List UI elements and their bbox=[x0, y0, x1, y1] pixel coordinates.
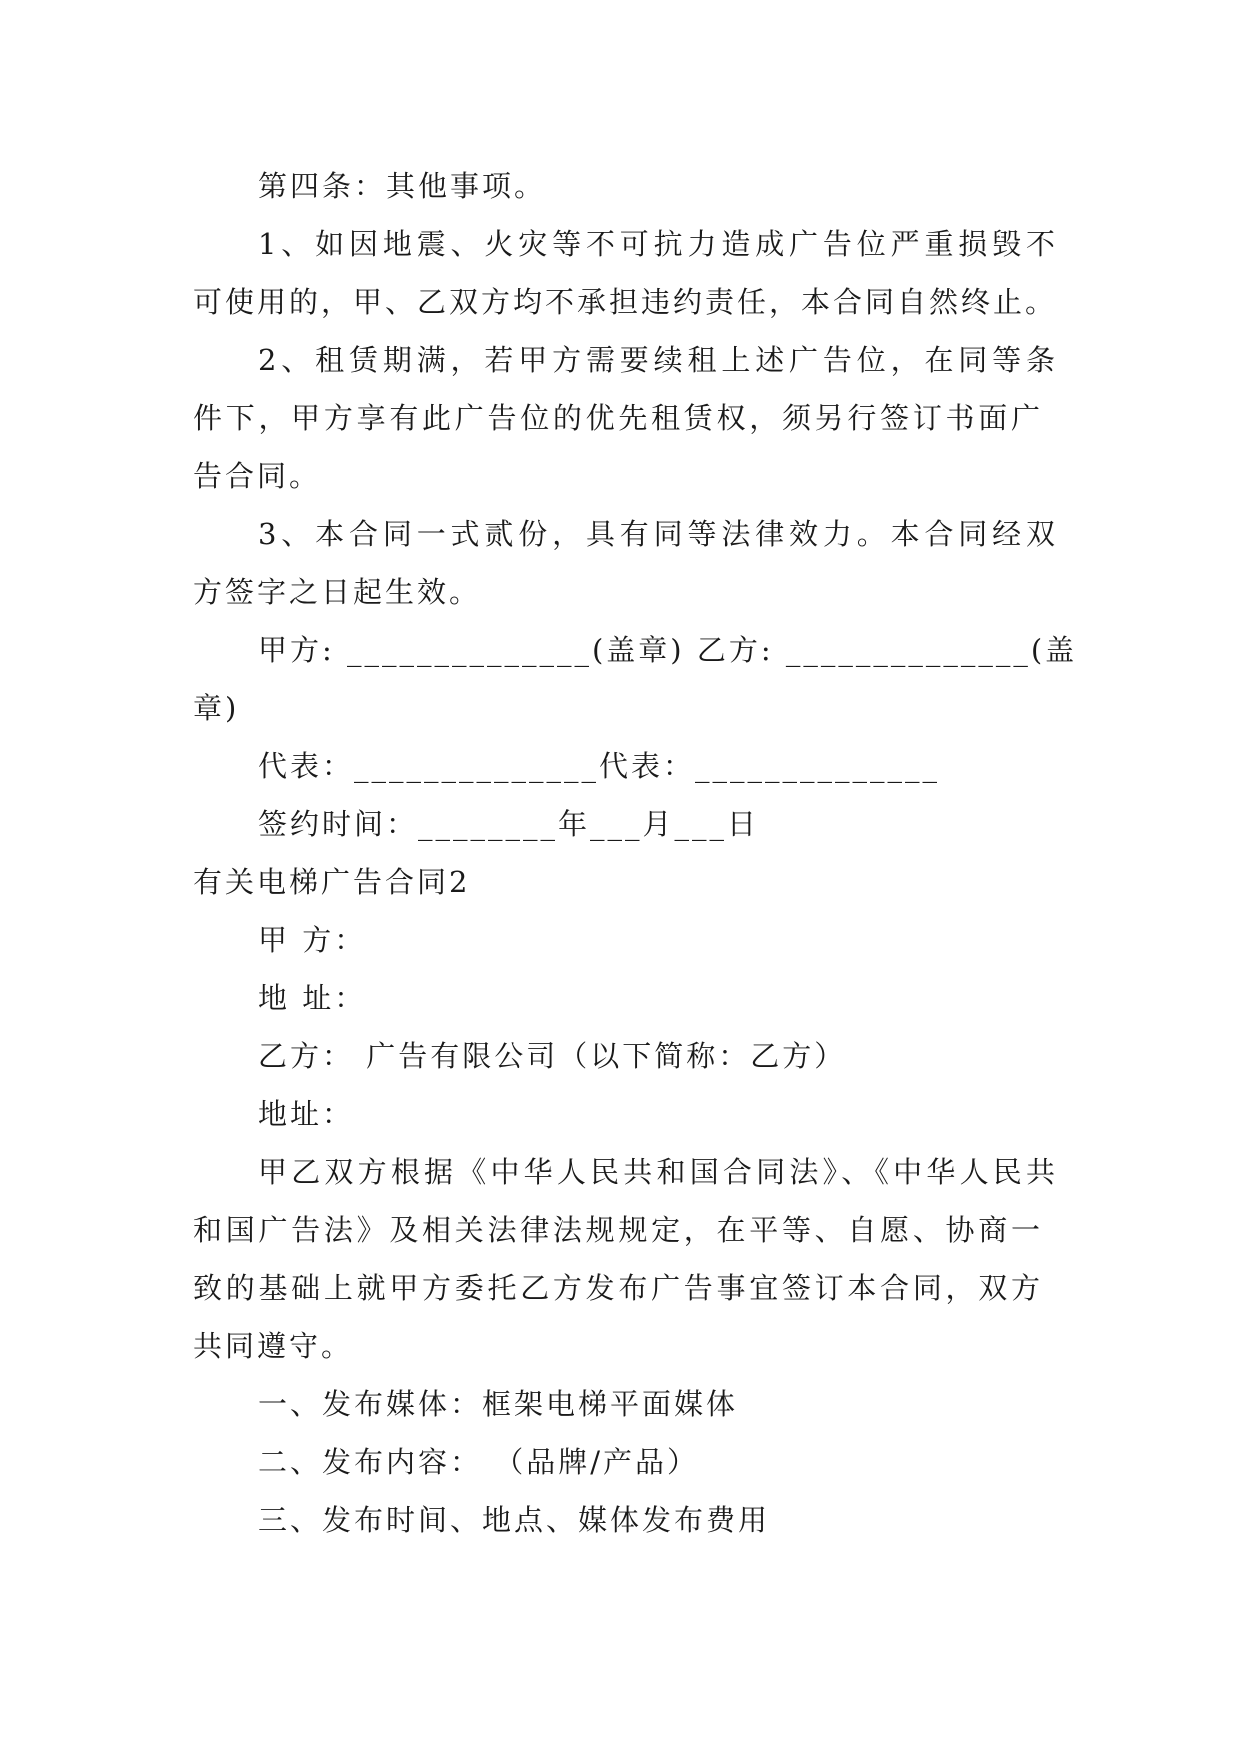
signature-line-parties: 甲方: ______________(盖章) 乙方: ______________(盖 bbox=[258, 633, 1078, 667]
party-b-label: 乙方： 广告有限公司（以下简称：乙方） bbox=[258, 1039, 847, 1073]
clause-media: 一、发布媒体：框架电梯平面媒体 bbox=[258, 1387, 739, 1421]
paragraph-line: 件下，甲方享有此广告位的优先租赁权，须另行签订书面广 bbox=[193, 401, 1043, 435]
paragraph-line: 3、本合同一式贰份，具有同等法律效力。本合同经双 bbox=[258, 517, 1058, 551]
party-b-address-label: 地址： bbox=[258, 1097, 355, 1131]
paragraph-line: 可使用的，甲、乙双方均不承担违约责任，本合同自然终止。 bbox=[193, 285, 1058, 319]
paragraph-line: 1、如因地震、火灾等不可抗力造成广告位严重损毁不 bbox=[258, 227, 1058, 261]
clause-time-place-fee: 三、发布时间、地点、媒体发布费用 bbox=[258, 1503, 771, 1537]
signature-line-date: 签约时间：________年___月___日 bbox=[258, 807, 760, 841]
paragraph-line: 2、租赁期满，若甲方需要续租上述广告位，在同等条 bbox=[258, 343, 1058, 377]
paragraph-line: 和国广告法》及相关法律法规规定，在平等、自愿、协商一 bbox=[193, 1213, 1043, 1247]
signature-line-parties-cont: 章) bbox=[193, 691, 240, 725]
clause-content: 二、发布内容： （品牌/产品） bbox=[258, 1445, 699, 1479]
paragraph-line: 共同遵守。 bbox=[193, 1329, 354, 1363]
paragraph-line: 告合同。 bbox=[193, 459, 322, 493]
party-a-address-label: 地 址： bbox=[258, 981, 367, 1015]
paragraph-line: 致的基础上就甲方委托乙方发布广告事宜签订本合同，双方 bbox=[193, 1271, 1043, 1305]
contract-title: 有关电梯广告合同2 bbox=[193, 865, 471, 899]
paragraph-line: 甲乙双方根据《中华人民共和国合同法》、《中华人民共 bbox=[258, 1155, 1058, 1189]
paragraph-line: 方签字之日起生效。 bbox=[193, 575, 482, 609]
signature-line-representatives: 代表：______________代表：______________ bbox=[258, 749, 941, 783]
section-heading-article-4: 第四条：其他事项。 bbox=[258, 169, 547, 203]
party-a-label: 甲 方： bbox=[258, 923, 367, 957]
